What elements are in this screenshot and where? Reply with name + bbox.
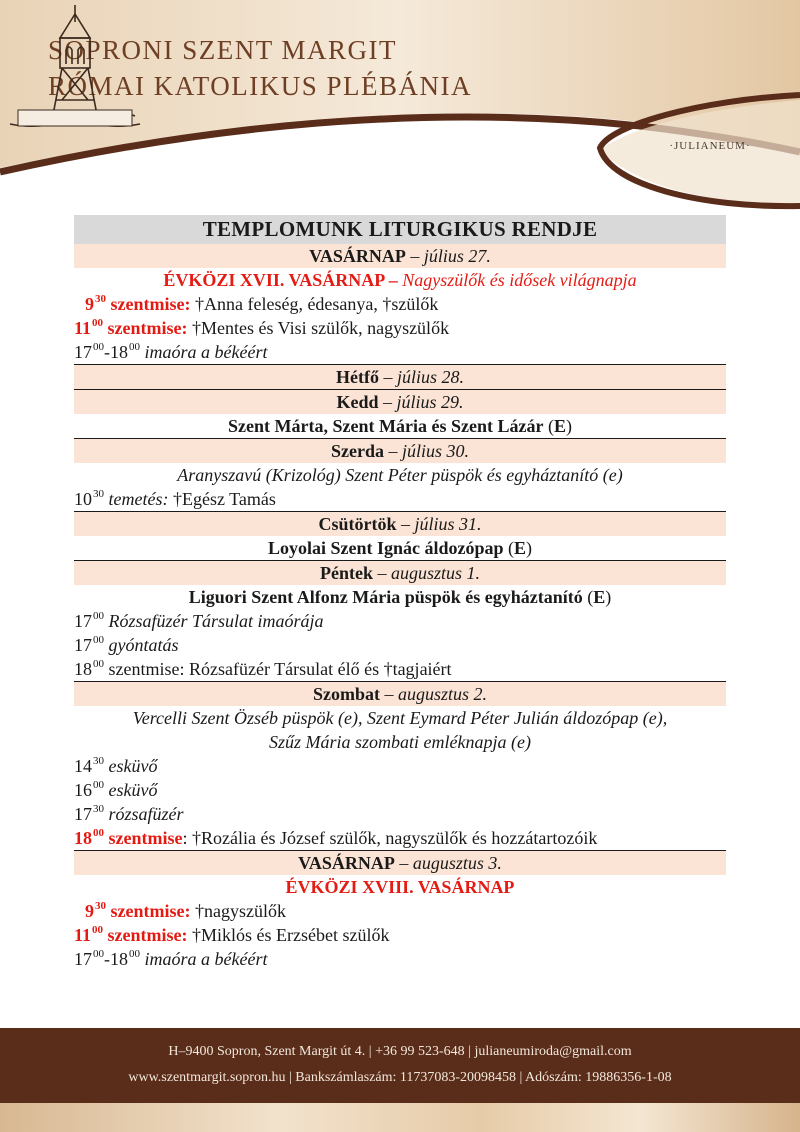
day-date: július 29.	[396, 392, 464, 412]
event-text: †Miklós és Erzsébet szülők	[192, 925, 390, 945]
feast-title: Szent Márta, Szent Mária és Szent Lázár	[228, 416, 544, 436]
julianeum-tower-logo	[0, 0, 150, 150]
event-text: : †Rozália és József szülők, nagyszülők és hozzátartozóik	[182, 828, 598, 848]
day-name: Szombat	[312, 684, 380, 704]
event-row	[74, 899, 726, 923]
event-row	[74, 778, 726, 802]
event-row	[74, 340, 726, 364]
event-text: †Anna feleség, édesanya, †szülők	[194, 294, 439, 314]
day-header-monday: Hétfő – július 28.	[74, 364, 726, 389]
schedule-title: TEMPLOMUNK LITURGIKUS RENDJE	[74, 215, 726, 244]
event-text: gyóntatás	[108, 635, 179, 655]
day-date: július 27.	[423, 246, 491, 266]
footer-contact-line: H–9400 Sopron, Szent Margit út 4. | +36 99 523-648 | julianeumiroda@gmail.com	[168, 1044, 632, 1059]
event-row	[74, 923, 726, 947]
event-row	[74, 802, 726, 826]
event-time: $17^{30}$	[74, 803, 104, 824]
event-time: $16^{00}$	[74, 779, 104, 800]
event-row	[74, 487, 726, 511]
feast-line: Szent Márta, Szent Mária és Szent Lázár (E)	[228, 416, 572, 436]
feast-rank: E	[593, 587, 606, 607]
liturgical-schedule	[74, 215, 726, 971]
event-time: $11^{00}$ szentmise:	[74, 924, 188, 945]
feast-line: Loyolai Szent Ignác áldozópap (E)	[267, 538, 533, 558]
event-time: $10^{30}$ temetés:	[74, 488, 169, 509]
parish-title-line2: RÓMAI KATOLIKUS PLÉBÁNIA	[48, 71, 473, 101]
footer-decorative-band	[0, 1103, 800, 1132]
day-header-wednesday: Szerda – július 30.	[74, 438, 726, 463]
event-row	[74, 947, 726, 971]
feast-title: Liguori Szent Alfonz Mária püspök és egyháztanító	[188, 587, 583, 607]
event-row	[74, 316, 726, 340]
event-row	[74, 754, 726, 778]
day-name: Péntek	[319, 563, 373, 583]
feast-line: Szűz Mária szombati emléknapja (e)	[269, 732, 531, 752]
event-time: $17^{00}$	[74, 610, 104, 631]
day-header-sunday-2: VASÁRNAP – augusztus 3.	[74, 850, 726, 875]
page-header	[0, 0, 800, 215]
event-text: Rózsafüzér Társulat imaórája	[108, 611, 324, 631]
feast-line: ÉVKÖZI XVIII. VASÁRNAP	[285, 877, 515, 897]
feast-line: Vercelli Szent Özséb püspök (e), Szent Eymard Péter Julián áldozópap (e),	[132, 708, 668, 728]
feast-title: Loyolai Szent Ignác áldozópap	[267, 538, 504, 558]
logo-caption: ·JULIANEUM·	[669, 140, 751, 152]
page-footer	[0, 1028, 800, 1103]
day-header-thursday: Csütörtök – július 31.	[74, 511, 726, 536]
event-text: esküvő	[108, 780, 158, 800]
day-date: július 30.	[401, 441, 469, 461]
event-time: $18^{00}$	[74, 658, 104, 679]
day-header-tuesday: Kedd – július 29.	[74, 389, 726, 414]
day-date: augusztus 1.	[390, 563, 480, 583]
day-name: Szerda	[330, 441, 384, 461]
day-date: július 28.	[396, 367, 464, 387]
day-name: VASÁRNAP	[298, 853, 395, 873]
parish-title-line1: SOPRONI SZENT MARGIT	[48, 35, 398, 65]
event-row	[74, 826, 726, 850]
event-row	[74, 657, 726, 681]
feast-line: Liguori Szent Alfonz Mária püspök és egyháztanító (E)	[188, 587, 612, 607]
day-date: augusztus 2.	[397, 684, 487, 704]
feast-subtitle: Nagyszülők és idősek világnapja	[402, 270, 637, 290]
event-text: †Mentes és Visi szülők, nagyszülők	[192, 318, 450, 338]
event-time: $9^{30}$ szentmise:	[85, 900, 191, 921]
event-time: $17^{00}-18^{00}$	[74, 948, 140, 969]
event-text: †Egész Tamás	[172, 489, 276, 509]
event-time: $17^{00}-18^{00}$	[74, 341, 140, 362]
event-time: $14^{30}$	[74, 755, 104, 776]
event-time: $18^{00}$ szentmise	[74, 827, 183, 848]
event-row	[74, 609, 726, 633]
day-date: augusztus 3.	[412, 853, 502, 873]
event-row	[74, 633, 726, 657]
feast-rank: E	[553, 416, 566, 436]
event-text: esküvő	[108, 756, 158, 776]
feast-rank: E	[514, 538, 527, 558]
day-date: július 31.	[414, 514, 482, 534]
event-time: $11^{00}$ szentmise:	[74, 317, 188, 338]
footer-bank-line: www.szentmargit.sopron.hu | Bankszámlaszám: 11737083-20098458 | Adószám: 19886356-1-08	[128, 1070, 672, 1085]
feast-title: ÉVKÖZI XVII. VASÁRNAP –	[163, 270, 398, 290]
feast-line	[74, 268, 726, 292]
event-text: imaóra a békéért	[144, 949, 268, 969]
event-text: †nagyszülők	[194, 901, 286, 921]
day-name: Kedd	[336, 392, 379, 412]
event-text: imaóra a békéért	[144, 342, 268, 362]
day-header-friday: Péntek – augusztus 1.	[74, 560, 726, 585]
event-time: $17^{00}$	[74, 634, 104, 655]
event-text: szentmise: Rózsafüzér Társulat élő és †tagjaiért	[108, 659, 452, 679]
day-name: Csütörtök	[318, 514, 397, 534]
event-time: $9^{30}$ szentmise:	[85, 293, 191, 314]
day-name: Hétfő	[336, 367, 379, 387]
day-header-sunday-1: VASÁRNAP – július 27.	[74, 244, 726, 268]
event-text: rózsafüzér	[108, 804, 184, 824]
feast-line: Aranyszavú (Krizológ) Szent Péter püspök és egyháztanító (e)	[177, 465, 623, 485]
day-name: VASÁRNAP	[309, 246, 406, 266]
event-row	[74, 292, 726, 316]
day-header-saturday: Szombat – augusztus 2.	[74, 681, 726, 706]
